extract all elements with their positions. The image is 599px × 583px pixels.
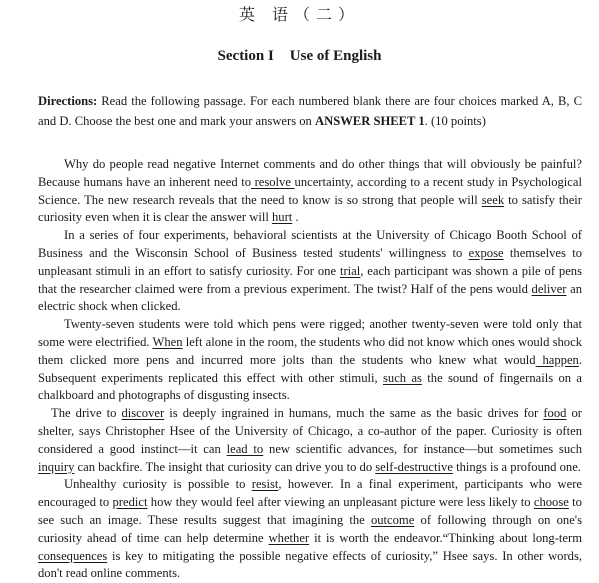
blank-word: trial — [339, 263, 361, 278]
passage-text: to see such an image. These results suggest that imagining the — [38, 495, 582, 527]
paragraph-5 — [38, 476, 582, 583]
passage-text: , however. In a final experiment, participants who were encouraged to — [38, 477, 582, 510]
passage-text: can backfire. The insight that curiosity can drive you to do — [74, 459, 376, 474]
directions — [38, 91, 582, 131]
blank-word: food — [543, 406, 567, 421]
directions-text: Read the following passage. For each numbered blank there are four choices marked A, B, C and D. Choose the best one and mark your answers on — [38, 94, 582, 128]
section-number: Section I — [217, 48, 274, 64]
passage-text: uncertainty, according to a recent study in Psychological Science. The new research reveals that the need to know is so strong that people will — [38, 174, 582, 207]
blank-word: whether — [268, 530, 310, 545]
passage-text: In a series of four experiments, behavioral scientists at the University of Chicago Booth School of Business and the Wisconsin School of Business tested students' willingness to — [38, 228, 582, 260]
passage-text: is key to mitigating the possible negative effects of curiosity,” Hsee says. In other words, don't read online comments. — [38, 548, 582, 581]
passage-text: new scientific advances, for instance—but sometimes such — [263, 441, 583, 456]
paragraph-1 — [38, 156, 582, 227]
directions-label: Directions: — [38, 94, 98, 108]
blank-word: inquiry — [38, 459, 75, 474]
passage-text: left alone in the room, the students who did not know which ones would shock them clicked more pens and incurred more jolts than the students who knew what would — [38, 334, 582, 367]
passage-text: Why do people read negative Internet comments and do other things that will obviously be painful? Because humans have an inherent need to — [38, 157, 582, 189]
answer-sheet-ref: ANSWER SHEET 1 — [315, 114, 425, 128]
passage-text: the sound of fingernails on a chalkboard and photographs of disgusting insects. — [38, 370, 582, 403]
blank-word: discover — [121, 406, 165, 421]
passage-text: , each participant was shown a pile of pens that the researcher claimed were from a previous experiment. The twist? Half of the pens would — [38, 263, 582, 296]
blank-word: expose — [468, 245, 504, 260]
passage-text: The drive to — [51, 406, 122, 421]
blank-word: seek — [481, 192, 505, 207]
passage-text: to satisfy their curiosity even when it is clear the answer will — [38, 192, 582, 225]
blank-word: happen — [535, 352, 579, 367]
blank-word: consequences — [38, 548, 108, 563]
passage-text: is deeply ingrained in humans, much the same as the basic drives for — [164, 406, 544, 421]
blank-word: choose — [533, 495, 569, 510]
blank-word: outcome — [370, 512, 415, 527]
blank-word: lead to — [226, 441, 264, 456]
passage-text: or shelter, says Christopher Hsee of the University of Chicago, a co-author of the paper. Curiosity is often considered a good instinct—it can — [38, 406, 583, 456]
passage-text: how they would feel after viewing an unpleasant picture were less likely to — [147, 495, 534, 510]
passage-text: themselves to unpleasant stimuli in an effort to satisfy curiosity. For one — [38, 245, 582, 278]
paragraph-3 — [38, 316, 582, 405]
passage-text: things is a profound one. — [452, 459, 581, 474]
paragraph-2 — [38, 227, 582, 316]
passage — [38, 156, 582, 583]
blank-word: resolve — [251, 174, 295, 189]
section-title — [0, 48, 599, 65]
directions-points: . (10 points) — [424, 114, 486, 128]
passage-text: an electric shock when clicked. — [38, 281, 582, 314]
blank-word: such as — [383, 370, 422, 385]
passage-text: it is worth the endeavor.“Thinking about long-term — [309, 530, 583, 545]
blank-word: deliver — [531, 281, 567, 296]
blank-word: predict — [112, 495, 148, 510]
blank-word: resist — [251, 477, 279, 492]
blank-word: self-destructive — [375, 459, 453, 474]
passage-text: Unhealthy curiosity is possible to — [64, 477, 252, 492]
blank-word: hurt — [271, 210, 293, 225]
paragraph-4 — [38, 405, 582, 476]
passage-text: . — [292, 210, 299, 225]
section-name: Use of English — [289, 48, 382, 64]
exam-header: 英 语（二） — [238, 5, 361, 24]
passage-text: . Subsequent experiments replicated this effect with other stimuli, — [38, 352, 582, 385]
blank-word: When — [152, 334, 183, 349]
passage-text: Twenty-seven students were told which pens were rigged; another twenty-seven were told only that some were electrified. — [38, 317, 582, 349]
passage-text: of following through on one's curiosity ahead of time can help determine — [38, 512, 582, 545]
